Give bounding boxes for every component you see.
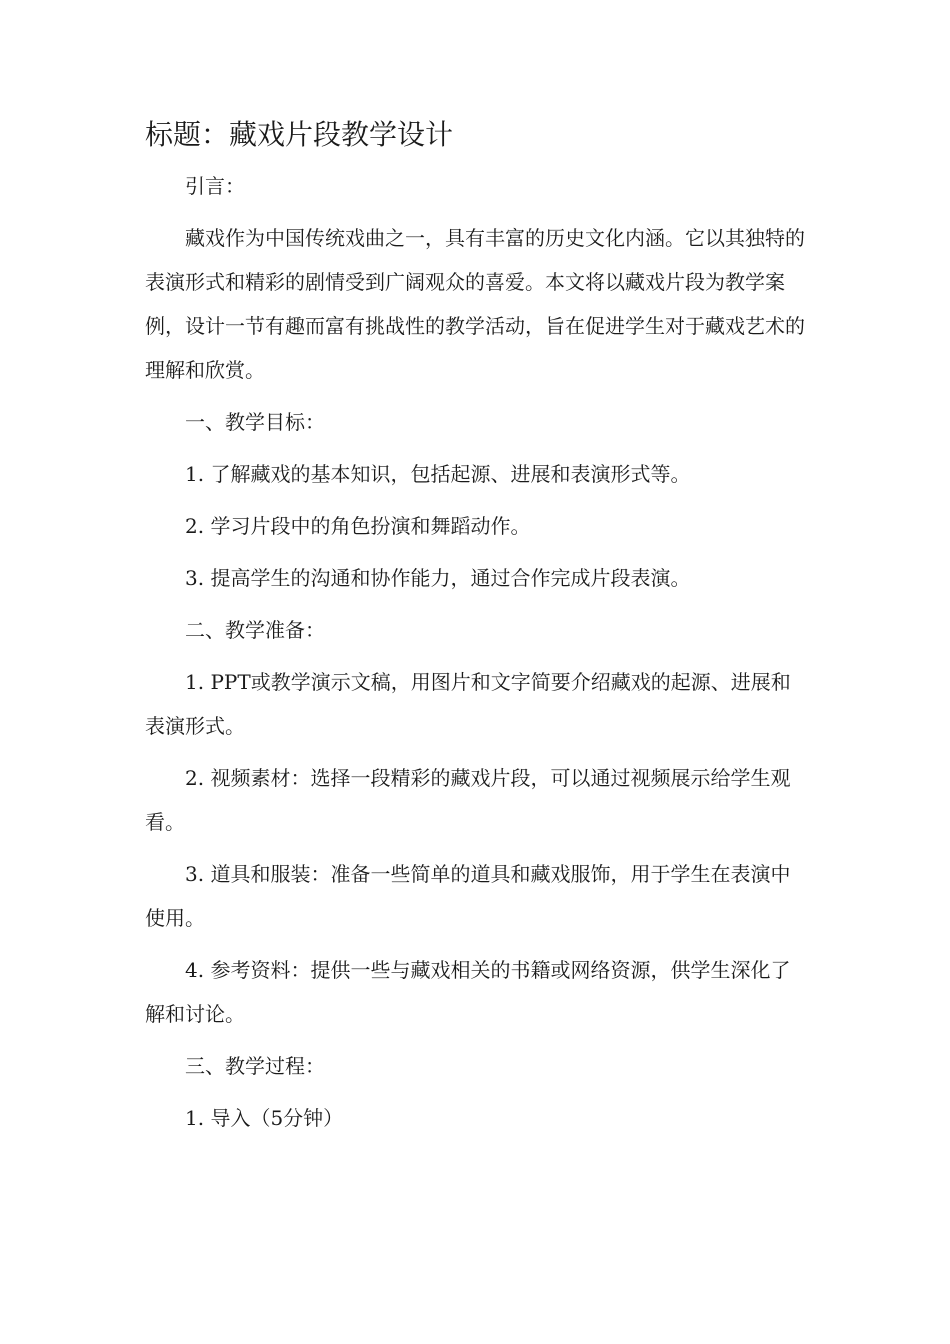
section-heading-objectives: 一、教学目标： bbox=[185, 410, 325, 434]
objective-item: 2. 学习片段中的角色扮演和舞蹈动作。 bbox=[185, 514, 531, 538]
section-heading-preparation: 二、教学准备： bbox=[185, 618, 325, 642]
preparation-item: 2. 视频素材：选择一段精彩的藏戏片段，可以通过视频展示给学生观看。 bbox=[145, 766, 791, 834]
preparation-item: 4. 参考资料：提供一些与藏戏相关的书籍或网络资源，供学生深化了解和讨论。 bbox=[145, 958, 791, 1026]
process-item: 1. 导入（5分钟） bbox=[185, 1106, 344, 1130]
section-heading-process: 三、教学过程： bbox=[185, 1054, 325, 1078]
intro-paragraph: 藏戏作为中国传统戏曲之一，具有丰富的历史文化内涵。它以其独特的表演形式和精彩的剧情受到广阔观众的喜爱。本文将以藏戏片段为教学案例，设计一节有趣而富有挑战性的教学活动，旨在促进学生对于藏戏艺术的理解和欣赏。 bbox=[145, 226, 805, 382]
preparation-item: 3. 道具和服装：准备一些简单的道具和藏戏服饰，用于学生在表演中使用。 bbox=[145, 862, 791, 930]
objective-item: 1. 了解藏戏的基本知识，包括起源、进展和表演形式等。 bbox=[185, 462, 691, 486]
preparation-item: 1. PPT或教学演示文稿，用图片和文字简要介绍藏戏的起源、进展和表演形式。 bbox=[145, 670, 791, 738]
document-body bbox=[145, 112, 807, 1148]
objective-item: 3. 提高学生的沟通和协作能力，通过合作完成片段表演。 bbox=[185, 566, 691, 590]
intro-label: 引言： bbox=[185, 174, 245, 198]
document-title: 标题：藏戏片段教学设计 bbox=[145, 118, 454, 151]
